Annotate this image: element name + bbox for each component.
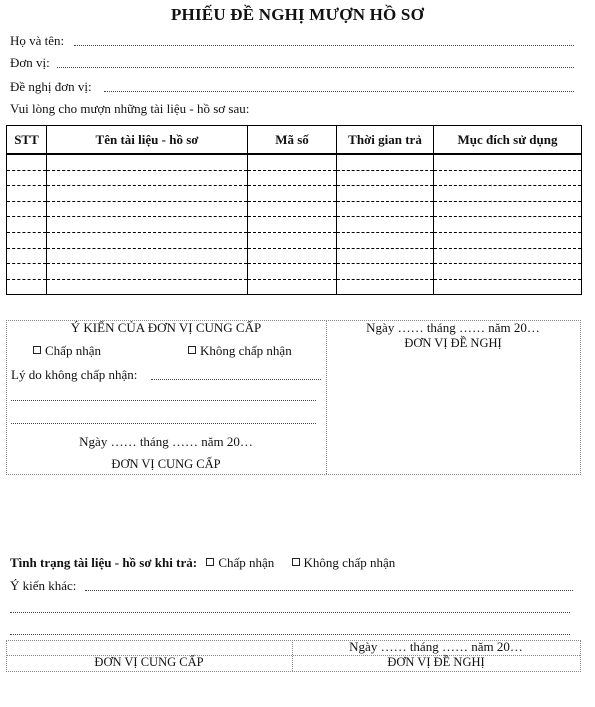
provider-accept-label: Chấp nhận bbox=[45, 343, 101, 358]
return-date-line: Ngày …… tháng …… năm 20… bbox=[349, 639, 523, 654]
table-cell[interactable] bbox=[7, 279, 47, 295]
table-cell[interactable] bbox=[7, 170, 47, 186]
table-cell[interactable] bbox=[434, 248, 582, 264]
return-status-label: Tình trạng tài liệu - hồ sơ khi trả: bbox=[10, 555, 198, 570]
return-accept-option[interactable] bbox=[206, 555, 274, 570]
document-table bbox=[6, 125, 582, 295]
table-row bbox=[7, 232, 582, 248]
request-unit-label: Đề nghị đơn vị: bbox=[10, 79, 92, 94]
table-row bbox=[7, 154, 582, 170]
reject-reason-label: Lý do không chấp nhận: bbox=[11, 367, 138, 382]
header-return-time: Thời gian trả bbox=[337, 126, 434, 155]
table-cell[interactable] bbox=[47, 170, 248, 186]
name-field[interactable] bbox=[74, 45, 574, 46]
provider-reject-option[interactable] bbox=[188, 343, 292, 359]
other-opinion-line-2[interactable] bbox=[10, 612, 570, 613]
table-cell[interactable] bbox=[47, 201, 248, 217]
table-cell[interactable] bbox=[47, 154, 248, 170]
request-unit-field[interactable] bbox=[104, 91, 574, 92]
name-label: Họ và tên: bbox=[10, 33, 65, 48]
checkbox-icon[interactable] bbox=[292, 558, 300, 566]
table-cell[interactable] bbox=[47, 232, 248, 248]
table-cell[interactable] bbox=[47, 217, 248, 233]
header-purpose: Mục đích sử dụng bbox=[434, 126, 582, 155]
reject-reason-line-3[interactable] bbox=[11, 423, 316, 424]
table-cell[interactable] bbox=[434, 217, 582, 233]
table-cell[interactable] bbox=[337, 279, 434, 295]
unit-label: Đơn vị: bbox=[10, 55, 50, 70]
return-requester-signer: ĐƠN VỊ ĐỀ NGHỊ bbox=[387, 655, 485, 669]
provider-signer: ĐƠN VỊ CUNG CẤP bbox=[111, 457, 221, 471]
return-provider-signer: ĐƠN VỊ CUNG CẤP bbox=[94, 655, 204, 669]
table-row bbox=[7, 279, 582, 295]
table-row bbox=[7, 248, 582, 264]
table-cell[interactable] bbox=[434, 154, 582, 170]
table-cell[interactable] bbox=[434, 232, 582, 248]
table-cell[interactable] bbox=[434, 170, 582, 186]
table-row bbox=[7, 170, 582, 186]
table-cell[interactable] bbox=[47, 186, 248, 202]
other-opinion-label: Ý kiến khác: bbox=[10, 578, 77, 593]
table-cell[interactable] bbox=[47, 279, 248, 295]
return-accept-label: Chấp nhận bbox=[218, 555, 275, 570]
reject-reason-field[interactable] bbox=[151, 379, 321, 380]
table-cell[interactable] bbox=[337, 186, 434, 202]
table-body bbox=[7, 154, 582, 295]
table-cell[interactable] bbox=[337, 248, 434, 264]
reject-reason-line-2[interactable] bbox=[11, 400, 316, 401]
provider-reject-label: Không chấp nhận bbox=[200, 343, 292, 358]
header-code: Mã số bbox=[248, 126, 337, 155]
table-cell[interactable] bbox=[248, 154, 337, 170]
table-cell[interactable] bbox=[337, 170, 434, 186]
checkbox-icon[interactable] bbox=[188, 346, 196, 354]
table-cell[interactable] bbox=[337, 232, 434, 248]
table-row bbox=[7, 264, 582, 280]
provider-opinion-heading: Ý KIẾN CỦA ĐƠN VỊ CUNG CẤP bbox=[70, 320, 262, 335]
table-cell[interactable] bbox=[337, 154, 434, 170]
table-header-row bbox=[7, 126, 582, 155]
table-row bbox=[7, 186, 582, 202]
return-reject-label: Không chấp nhận bbox=[303, 555, 396, 570]
table-cell[interactable] bbox=[248, 186, 337, 202]
form-title: PHIẾU ĐỀ NGHỊ MƯỢN HỒ SƠ bbox=[170, 5, 425, 24]
table-cell[interactable] bbox=[7, 232, 47, 248]
other-opinion-field[interactable] bbox=[85, 590, 573, 591]
checkbox-icon[interactable] bbox=[33, 346, 41, 354]
table-cell[interactable] bbox=[248, 170, 337, 186]
table-cell[interactable] bbox=[248, 217, 337, 233]
table-cell[interactable] bbox=[7, 154, 47, 170]
table-cell[interactable] bbox=[248, 232, 337, 248]
table-cell[interactable] bbox=[434, 186, 582, 202]
table-row bbox=[7, 201, 582, 217]
table-cell[interactable] bbox=[47, 264, 248, 280]
return-status-row bbox=[10, 555, 395, 571]
other-opinion-line-3[interactable] bbox=[10, 634, 570, 635]
table-cell[interactable] bbox=[434, 279, 582, 295]
table-row bbox=[7, 217, 582, 233]
requester-date-line: Ngày …… tháng …… năm 20… bbox=[366, 320, 540, 335]
header-stt: STT bbox=[7, 126, 47, 155]
provider-date-line: Ngày …… tháng …… năm 20… bbox=[79, 434, 253, 449]
requester-signer: ĐƠN VỊ ĐỀ NGHỊ bbox=[404, 336, 502, 350]
table-cell[interactable] bbox=[7, 264, 47, 280]
table-cell[interactable] bbox=[248, 279, 337, 295]
table-cell[interactable] bbox=[248, 201, 337, 217]
return-reject-option[interactable] bbox=[292, 555, 396, 570]
table-cell[interactable] bbox=[434, 264, 582, 280]
table-cell[interactable] bbox=[7, 186, 47, 202]
table-cell[interactable] bbox=[337, 264, 434, 280]
table-cell[interactable] bbox=[7, 217, 47, 233]
unit-field[interactable] bbox=[57, 67, 574, 68]
table-cell[interactable] bbox=[248, 248, 337, 264]
table-cell[interactable] bbox=[337, 201, 434, 217]
table-cell[interactable] bbox=[7, 201, 47, 217]
table-cell[interactable] bbox=[248, 264, 337, 280]
intro-text: Vui lòng cho mượn những tài liệu - hồ sơ sau: bbox=[10, 101, 250, 116]
table-cell[interactable] bbox=[47, 248, 248, 264]
table-cell[interactable] bbox=[434, 201, 582, 217]
table-cell[interactable] bbox=[7, 248, 47, 264]
checkbox-icon[interactable] bbox=[206, 558, 214, 566]
provider-accept-option[interactable] bbox=[33, 343, 101, 359]
table-cell[interactable] bbox=[337, 217, 434, 233]
header-document-name: Tên tài liệu - hồ sơ bbox=[47, 126, 248, 155]
